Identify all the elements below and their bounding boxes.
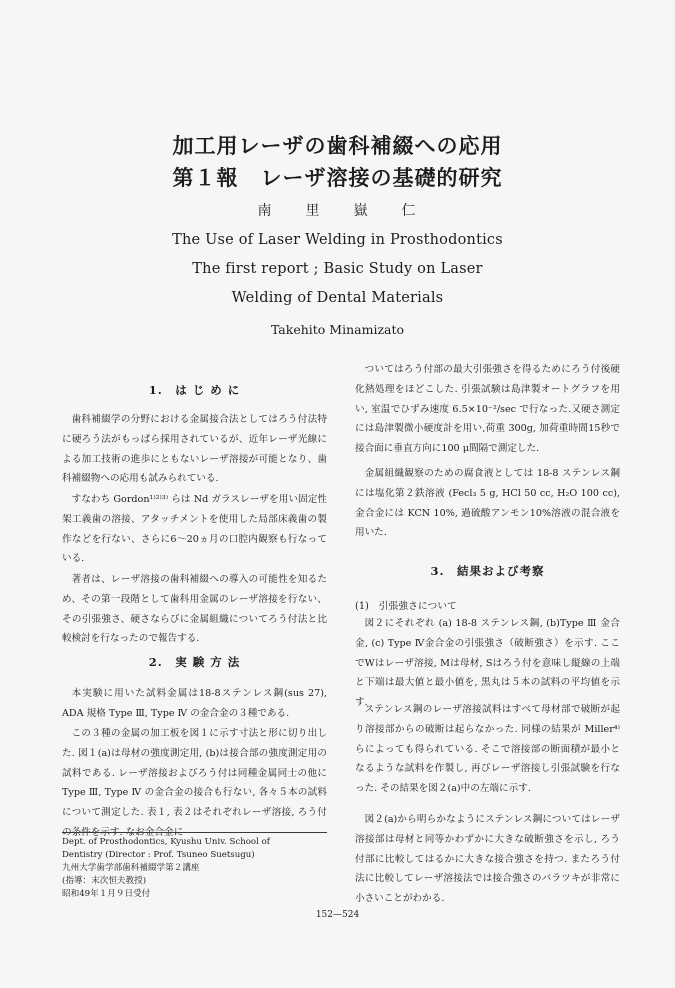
japanese-title-line1: 加工用レーザの歯科補綴への応用 (172, 133, 503, 158)
right-paragraph-1: ついてはろう付部の最大引張強さを得るためにろう付後硬化熱処理をほどこした. 引張試験は島津製オートグラフを用い, 室温でひずみ速度 6.5×10⁻²/sec で行なった.又硬さ測定には島津製微小硬度計を用い,荷重 300g, 加荷重時間15秒で接合面に垂直方向に100 μ間隔で測定した. (355, 364, 620, 455)
english-title-line2: The first report ; Basic Study on Laser (192, 261, 483, 277)
subsection-1-heading: (1) 引張強さについて (355, 601, 457, 612)
right-paragraph-2: 金属組織観察のための腐食液としては 18-8 ステンレス鋼には塩化第２鉄溶液 (Fecl₃ 5 g, HCl 50 cc, H₂O 100 cc), 金合金には KCN 10%, 過硫酸アンモン10%溶液の混合液を用いた. (355, 468, 620, 539)
left-paragraph-3: 著者は、レーザ溶接の歯科補綴への導入の可能性を知るため、その第一段階として歯科用金属のレーザ溶接を行ない、その引張強さ、硬さならびに金属組織についてろう付法と比較検討を行なったので報告する. (62, 574, 327, 645)
right-paragraph-5: 図２(a)から明らかなようにステンレス鋼についてはレーザ溶接部は母材と同等かわずかに大きな破断強さを示し, ろう付部に比較してはるかに大きな接合強さを持つ. またろう付法に比較してレーザ溶接法では接合強さのバラツキが非常に小さいことがわかる. (355, 814, 620, 905)
section-2-heading: 2. 実 験 方 法 (148, 655, 241, 669)
section-3-heading: 3. 結果および考察 (430, 564, 545, 578)
right-paragraph-4: ステンレス鋼のレーザ溶接試料はすべて母材部で破断が起り溶接部からの破断は起らなかった. 同様の結果が Miller⁴⁾ らによっても得られている. そこで溶接部の断面積が最小となるような試料を作製し, 再びレーザ溶接し引張試験を行なった. その結果を図２(a)中の左端に示す. (355, 704, 620, 795)
left-paragraph-1: 歯科補綴学の分野における金属接合法としてはろう付法特に硬ろう法がもっぱら採用されているが、近年レーザ光線による加工技術の進歩にともないレーザ溶接が可能となり、歯科補綴物への応用も試みられている. (62, 414, 327, 485)
footnote-line-1: Dept. of Prosthodontics, Kyushu Univ. School of (62, 837, 270, 847)
left-paragraph-5: この３種の金属の加工板を図１に示す寸法と形に切り出した. 図１(a)は母材の強度測定用, (b)は接合部の強度測定用の試料である. レーザ溶接およびろう付は同種金属同士の他に Type Ⅲ, Type Ⅳ の金合金の接合も行ない, 各々５本の試料について測定した. 表１, 表２はそれぞれレーザ溶接, ろう付の条件を示す. なお金合金に (62, 728, 327, 838)
page-number: 152—524 (315, 910, 360, 920)
footnote-rule (62, 832, 327, 833)
footnote-line-5: 昭和49年１月９日受付 (62, 889, 151, 899)
english-title-line3: Welding of Dental Materials (231, 290, 444, 306)
footnote (62, 836, 327, 901)
japanese-title-line2: 第１報 レーザ溶接の基礎的研究 (172, 165, 503, 190)
japanese-author: 南 里 嶽 仁 (257, 203, 418, 219)
right-paragraph-3: 図２にそれぞれ (a) 18-8 ステンレス鋼, (b)Type Ⅲ 金合金, (c) Type Ⅳ金合金の引張強さ（破断強さ）を示す. ここでWはレーザ溶接, Mは母材, Sはろう付を意味し縦線の上端と下端は最大値と最小値を, 黒丸は５本の試料の平均値を示す. (355, 618, 620, 709)
footnote-line-3: 九州大学歯学部歯科補綴学第２講座 (62, 863, 200, 873)
left-paragraph-4: 本実験に用いた試料金属は18-8ステンレス鋼(sus 27), ADA 規格 Type Ⅲ, Type Ⅳ の金合金の３種である. (62, 688, 327, 719)
footnote-line-4: (指導：末次恒夫教授) (62, 876, 147, 886)
english-title-line1: The Use of Laser Welding in Prosthodontics (172, 232, 503, 248)
footnote-line-2: Dentistry (Director : Prof. Tsuneo Suetsugu) (62, 850, 255, 860)
section-1-heading: 1. は じ め に (148, 383, 241, 397)
left-paragraph-2: すなわち Gordon¹⁾²⁾³⁾ らは Nd ガラスレーザを用い固定性架工義歯の溶接、アタッチメントを使用した局部床義歯の製作などを行ない、さらに6〜20ヵ月の口腔内観察も行なっている. (62, 494, 327, 565)
english-author: Takehito Minamizato (270, 322, 405, 337)
